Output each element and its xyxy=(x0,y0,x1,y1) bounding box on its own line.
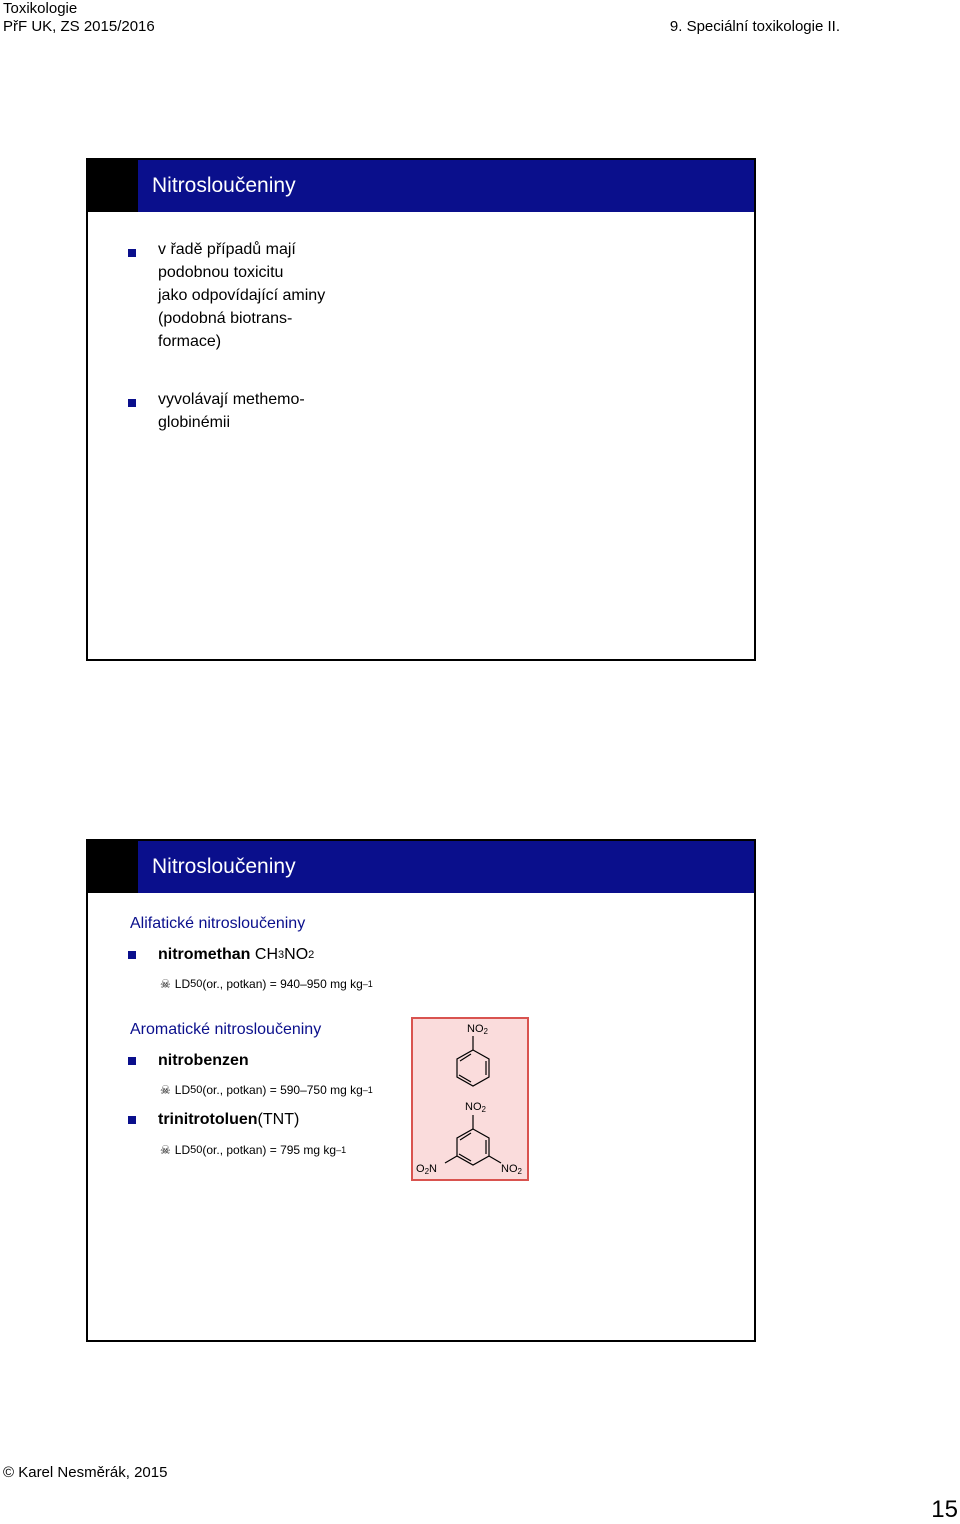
chemical-structures xyxy=(413,1019,527,1179)
nitrobenzene-structure xyxy=(457,1036,489,1086)
ld50-line: ☠ LD 50 (or., potkan) = 795 mg kg –1 xyxy=(160,1143,347,1157)
bullet-square-icon xyxy=(128,1116,136,1124)
bullet-square-icon xyxy=(128,1057,136,1065)
slide-2-title: Nitrosloučeniny xyxy=(138,841,754,893)
bullet-item xyxy=(128,242,325,357)
copyright: © Karel Nesměrák, 2015 xyxy=(3,1464,168,1481)
ld50-line: ☠ LD 50 (or., potkan) = 940–950 mg kg –1 xyxy=(160,977,373,991)
o2n-label: O2N xyxy=(416,1163,437,1176)
bullet-square-icon xyxy=(128,249,136,257)
skull-icon: ☠ xyxy=(160,977,171,991)
bullet-text: v řadě případů mají podobnou toxicitu jako odpovídající aminy (podobná biotrans- formace) xyxy=(158,241,326,350)
slide-2-title-bar xyxy=(88,841,754,893)
page-number: 15 xyxy=(931,1496,958,1523)
slide-2 xyxy=(86,839,756,1342)
bullet-text: vyvolávají methemo- globinémii xyxy=(158,391,305,431)
ld50-line: ☠ LD 50 (or., potkan) = 590–750 mg kg –1 xyxy=(160,1083,373,1097)
nitrobenzen-item: nitrobenzen xyxy=(128,1052,249,1070)
bullet-item xyxy=(128,392,305,438)
chapter-title: 9. Speciální toxikologie II. xyxy=(669,18,840,35)
faculty-term: PřF UK, ZS 2015/2016 xyxy=(3,18,155,35)
no2-label: NO2 xyxy=(467,1023,488,1036)
no2-label: NO2 xyxy=(465,1101,486,1114)
course-name: Toxikologie xyxy=(3,0,78,17)
slide-1 xyxy=(86,158,756,661)
no2-label: NO2 xyxy=(501,1163,522,1176)
skull-icon: ☠ xyxy=(160,1083,171,1097)
slide-1-title: Nitrosloučeniny xyxy=(138,160,754,212)
nitromethan-item: nitromethan CH 3 NO 2 xyxy=(128,946,314,964)
aromatic-heading: Aromatické nitrosloučeniny xyxy=(130,1021,322,1038)
page-header-left xyxy=(3,0,155,36)
bullet-square-icon xyxy=(128,399,136,407)
structure-panel xyxy=(411,1017,529,1181)
tnt-item: trinitrotoluen (TNT) xyxy=(128,1111,299,1129)
tnt-structure xyxy=(445,1115,501,1165)
aliphatic-heading: Alifatické nitrosloučeniny xyxy=(130,915,306,932)
bullet-square-icon xyxy=(128,951,136,959)
skull-icon: ☠ xyxy=(160,1143,171,1157)
nitromethan-name: nitromethan xyxy=(158,946,251,963)
slide-1-title-bar xyxy=(88,160,754,212)
